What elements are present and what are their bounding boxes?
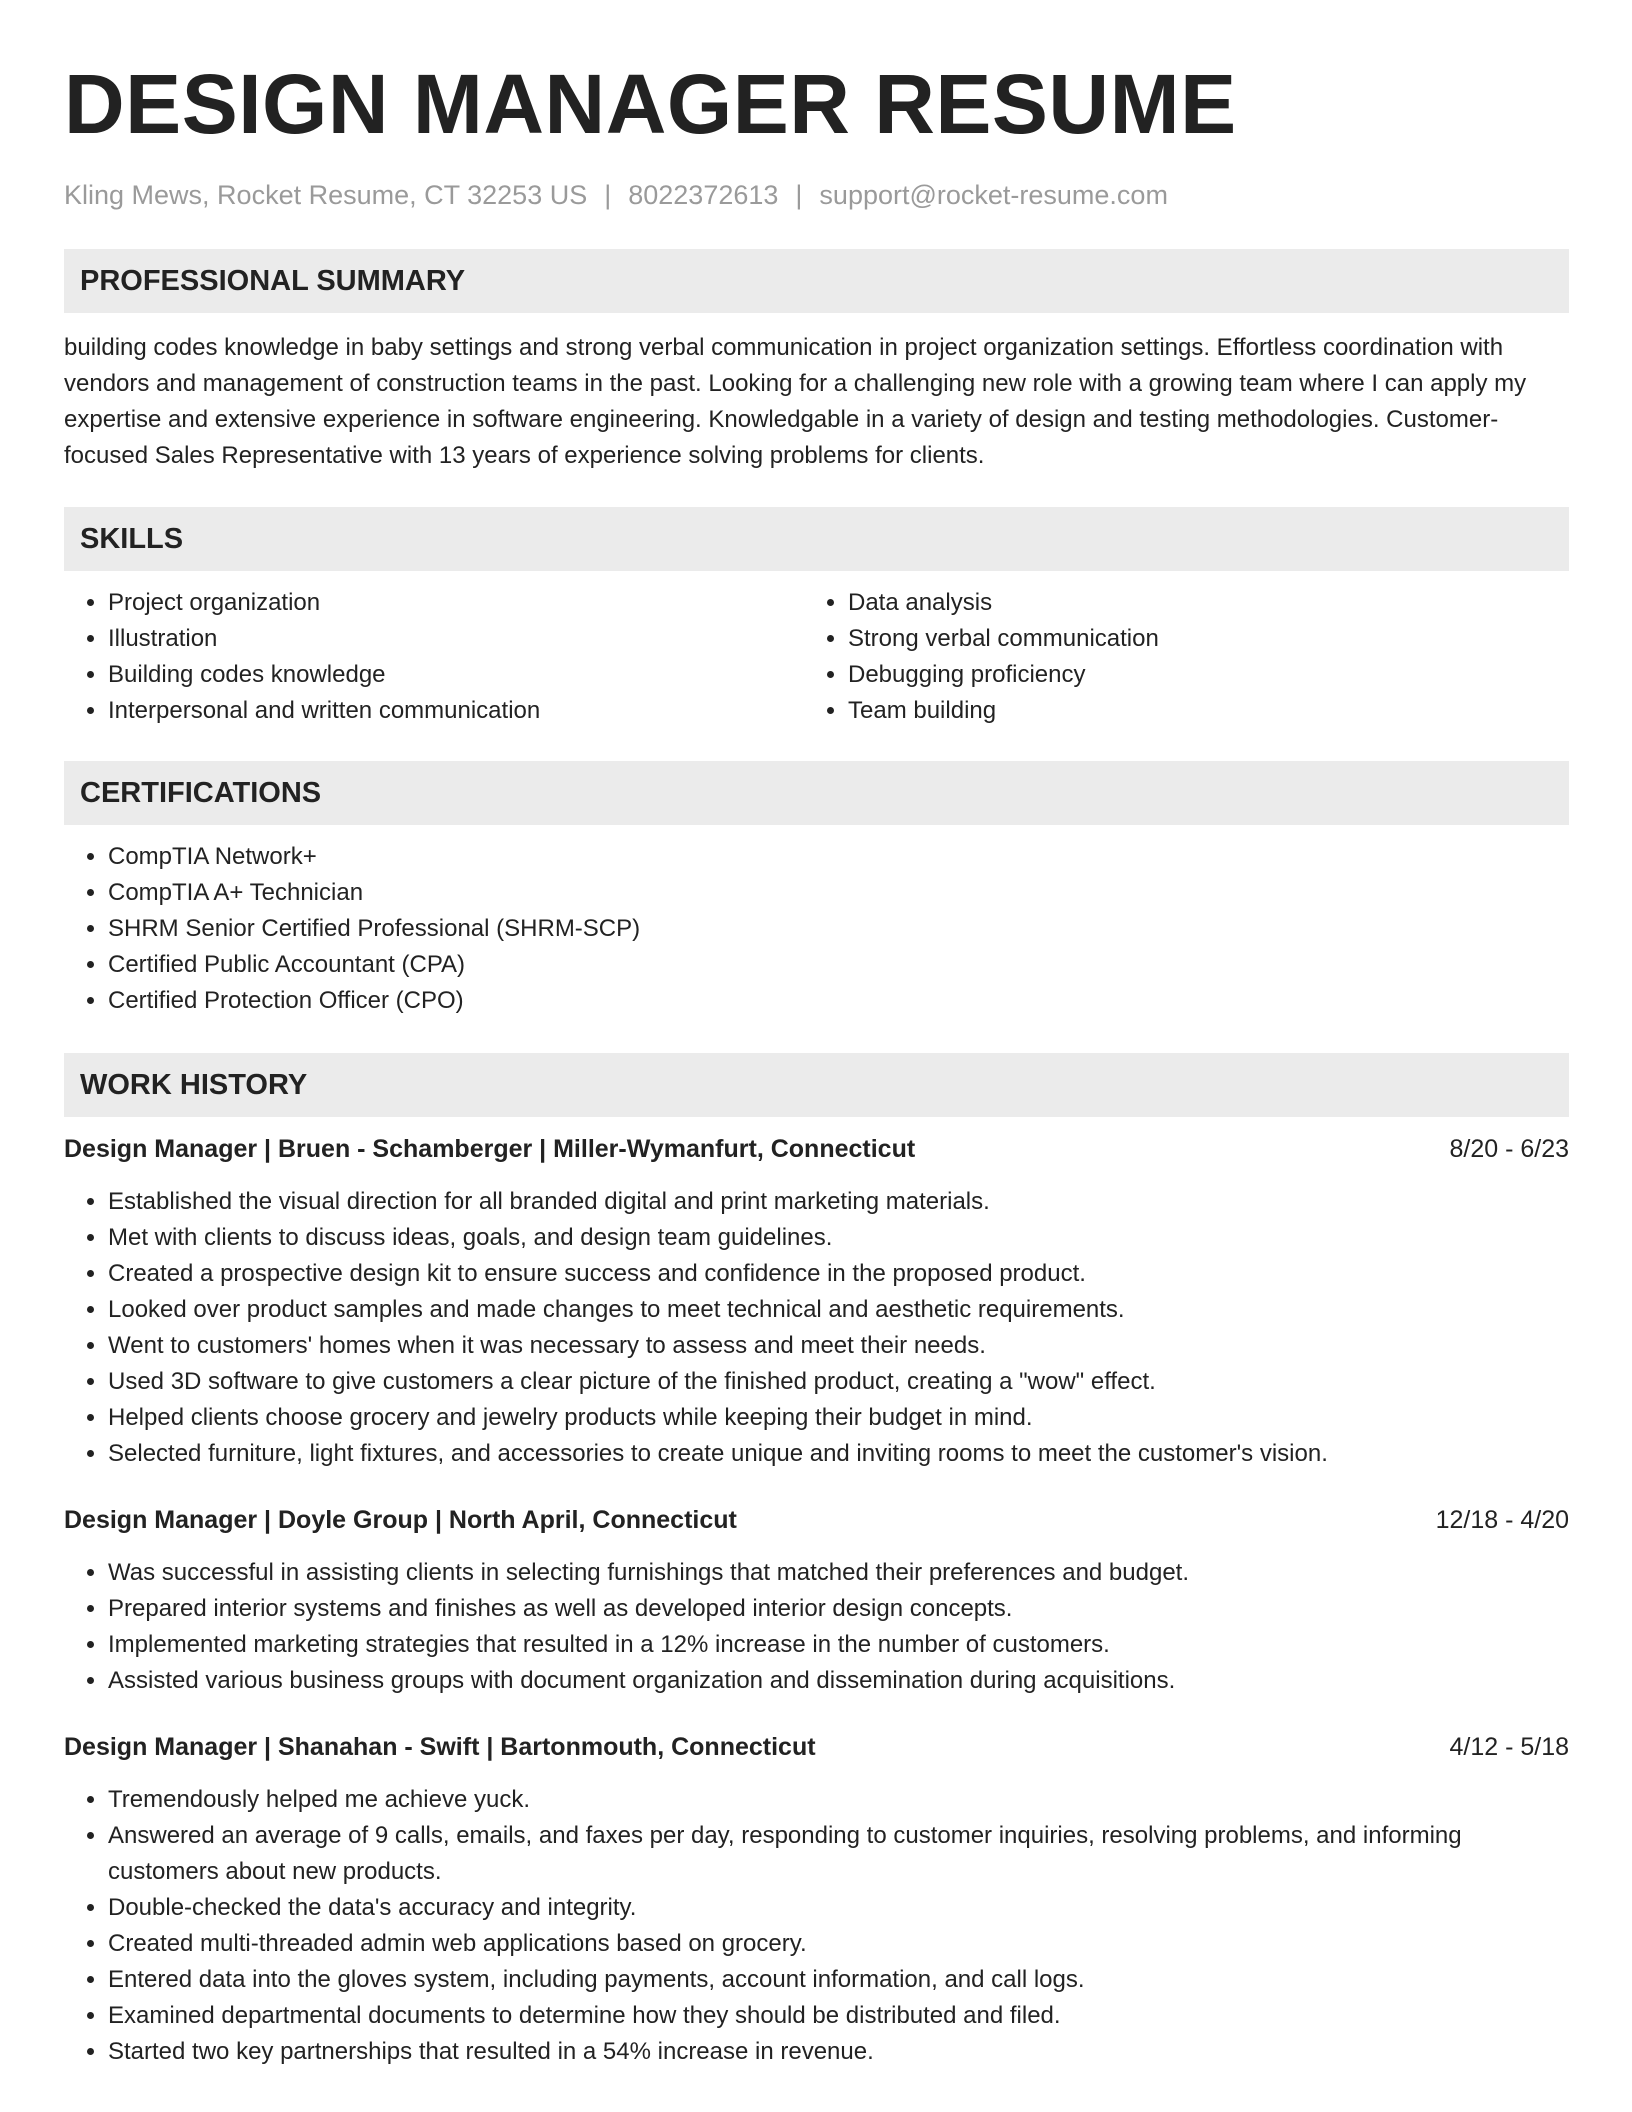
skills-list-left [64,585,804,729]
work-history-heading: WORK HISTORY [64,1053,1569,1117]
summary-heading: PROFESSIONAL SUMMARY [64,249,1569,313]
list-item: • Established the visual direction for all branded digital and print marketing materials. [108,1184,1569,1220]
contact-phone: 8022372613 [628,180,779,210]
jobs-container [64,1131,1569,2070]
list-item: • Created multi-threaded admin web applications based on grocery. [108,1926,1569,1962]
certifications-heading: CERTIFICATIONS [64,761,1569,825]
summary-text: building codes knowledge in baby settings and strong verbal communication in project organization settings. Effortless coordination with vendors and management of construction teams in the past. Looking for a challenging new role with a growing team where I can apply my expertise and extensive experience in software engineering. Knowledgable in a variety of design and testing methodologies. Customer-focused Sales Representative with 13 years of experience solving problems for clients. [64,334,1527,469]
job-dates: 8/20 - 6/23 [1449,1135,1569,1163]
list-item: • Selected furniture, light fixtures, and accessories to create unique and inviting rooms to meet the customer's vision. [108,1436,1569,1472]
list-item: • Illustration [108,621,804,657]
list-item: • CompTIA Network+ [108,839,1569,875]
list-item: • Data analysis [848,585,1544,621]
skills-list-right [804,585,1544,729]
job-bullets [64,1782,1569,2070]
list-item: • Certified Public Accountant (CPA) [108,947,1569,983]
list-item: • Project organization [108,585,804,621]
summary-section [64,249,1569,474]
resume-title: DESIGN MANAGER RESUME [64,57,1237,151]
skills-grid [64,585,1569,729]
job-entry [64,1502,1569,1699]
list-item: • Building codes knowledge [108,657,804,693]
list-item: • Strong verbal communication [848,621,1544,657]
job-entry [64,1131,1569,1472]
job-title: Design Manager | Shanahan - Swift | Bartonmouth, Connecticut [64,1733,816,1761]
skills-column-right [804,585,1544,729]
job-bullets [64,1184,1569,1472]
list-item: • CompTIA A+ Technician [108,875,1569,911]
contact-address: Kling Mews, Rocket Resume, CT 32253 US [64,180,588,210]
skills-heading: SKILLS [64,507,1569,571]
list-item: • Entered data into the gloves system, including payments, account information, and call logs. [108,1962,1569,1998]
certifications-list [64,839,1569,1019]
skills-column-left [64,585,804,729]
list-item: • Implemented marketing strategies that resulted in a 12% increase in the number of customers. [108,1627,1569,1663]
job-header [64,1131,1569,1167]
list-item: • Examined departmental documents to determine how they should be distributed and filed. [108,1998,1569,2034]
list-item: • SHRM Senior Certified Professional (SHRM-SCP) [108,911,1569,947]
list-item: • Prepared interior systems and finishes as well as developed interior design concepts. [108,1591,1569,1627]
job-header [64,1729,1569,1765]
list-item: • Certified Protection Officer (CPO) [108,983,1569,1019]
contact-separator: | [604,180,612,210]
job-title: Design Manager | Doyle Group | North April, Connecticut [64,1506,737,1534]
list-item: • Helped clients choose grocery and jewelry products while keeping their budget in mind. [108,1400,1569,1436]
job-title: Design Manager | Bruen - Schamberger | Miller-Wymanfurt, Connecticut [64,1135,916,1163]
list-item: • Assisted various business groups with document organization and dissemination during acquisitions. [108,1663,1569,1699]
list-item: • Was successful in assisting clients in selecting furnishings that matched their preferences and budget. [108,1555,1569,1591]
list-item: • Tremendously helped me achieve yuck. [108,1782,1569,1818]
job-dates: 12/18 - 4/20 [1435,1506,1569,1534]
list-item: • Went to customers' homes when it was necessary to assess and meet their needs. [108,1328,1569,1364]
contact-line [64,178,1569,212]
job-header [64,1502,1569,1538]
certifications-section [64,761,1569,1019]
job-bullets [64,1555,1569,1699]
list-item: • Met with clients to discuss ideas, goals, and design team guidelines. [108,1220,1569,1256]
skills-section [64,507,1569,729]
list-item: • Debugging proficiency [848,657,1544,693]
list-item: • Team building [848,693,1544,729]
list-item: • Created a prospective design kit to ensure success and confidence in the proposed product. [108,1256,1569,1292]
list-item: • Interpersonal and written communication [108,693,804,729]
job-entry [64,1729,1569,2070]
contact-email: support@rocket-resume.com [819,180,1168,210]
list-item: • Looked over product samples and made changes to meet technical and aesthetic requirements. [108,1292,1569,1328]
list-item: • Double-checked the data's accuracy and integrity. [108,1890,1569,1926]
work-history-section [64,1053,1569,2070]
job-dates: 4/12 - 5/18 [1449,1733,1569,1761]
list-item: • Started two key partnerships that resulted in a 54% increase in revenue. [108,2034,1569,2070]
list-item: • Answered an average of 9 calls, emails, and faxes per day, responding to customer inquiries, resolving problems, and informing customers about new products. [108,1818,1569,1890]
list-item: • Used 3D software to give customers a clear picture of the finished product, creating a "wow" effect. [108,1364,1569,1400]
contact-separator: | [795,180,803,210]
